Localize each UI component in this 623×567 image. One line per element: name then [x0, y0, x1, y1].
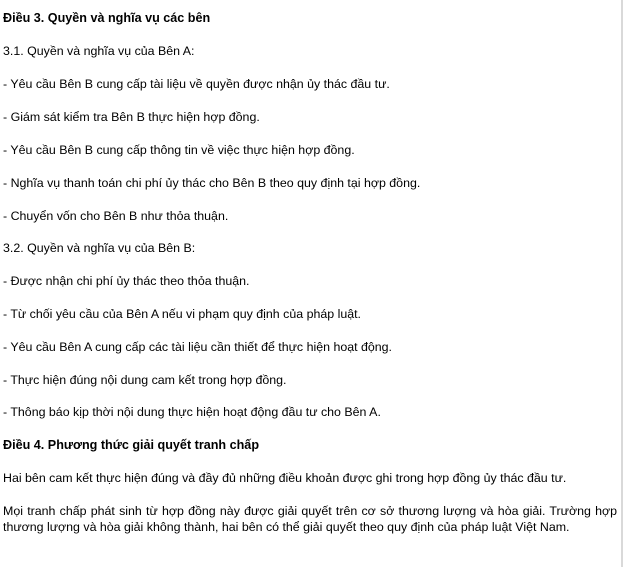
- party-b-item: - Yêu cầu Bên A cung cấp các tài liệu cần thiết để thực hiện hoạt động.: [3, 340, 393, 354]
- party-a-item: - Chuyển vốn cho Bên B như thỏa thuận.: [3, 209, 229, 223]
- party-a-item: - Yêu cầu Bên B cung cấp thông tin về việc thực hiện hợp đồng.: [3, 143, 355, 157]
- party-b-item: - Thực hiện đúng nội dung cam kết trong hợp đồng.: [3, 373, 287, 387]
- party-a-item: - Nghĩa vụ thanh toán chi phí ủy thác cho Bên B theo quy định tại hợp đồng.: [3, 176, 421, 190]
- article-4-paragraph: Mọi tranh chấp phát sinh từ hợp đồng này được giải quyết trên cơ sở thương lượng và hòa giải. Trường hợp thương lượng và hòa giải không thành, hai bên có thể giải quyết theo quy định của pháp luật Việt Nam.: [3, 504, 617, 534]
- article-4-title: Điều 4. Phương thức giải quyết tranh chấp: [3, 438, 260, 452]
- party-b-item: - Thông báo kịp thời nội dung thực hiện hoạt động đầu tư cho Bên A.: [3, 405, 381, 419]
- article-3-title: Điều 3. Quyền và nghĩa vụ các bên: [3, 11, 211, 25]
- party-b-heading: 3.2. Quyền và nghĩa vụ của Bên B:: [3, 241, 196, 255]
- party-a-item: - Yêu cầu Bên B cung cấp tài liệu về quyền được nhận ủy thác đầu tư.: [3, 77, 390, 91]
- party-a-item: - Giám sát kiểm tra Bên B thực hiện hợp đồng.: [3, 110, 260, 124]
- party-b-item: - Được nhận chi phí ủy thác theo thỏa thuận.: [3, 274, 250, 288]
- party-b-item: - Từ chối yêu cầu của Bên A nếu vi phạm quy định của pháp luật.: [3, 307, 361, 321]
- article-4-paragraph: Hai bên cam kết thực hiện đúng và đầy đủ những điều khoản được ghi trong hợp đồng ủy thác đầu tư.: [3, 471, 567, 485]
- party-a-heading: 3.1. Quyền và nghĩa vụ của Bên A:: [3, 44, 195, 58]
